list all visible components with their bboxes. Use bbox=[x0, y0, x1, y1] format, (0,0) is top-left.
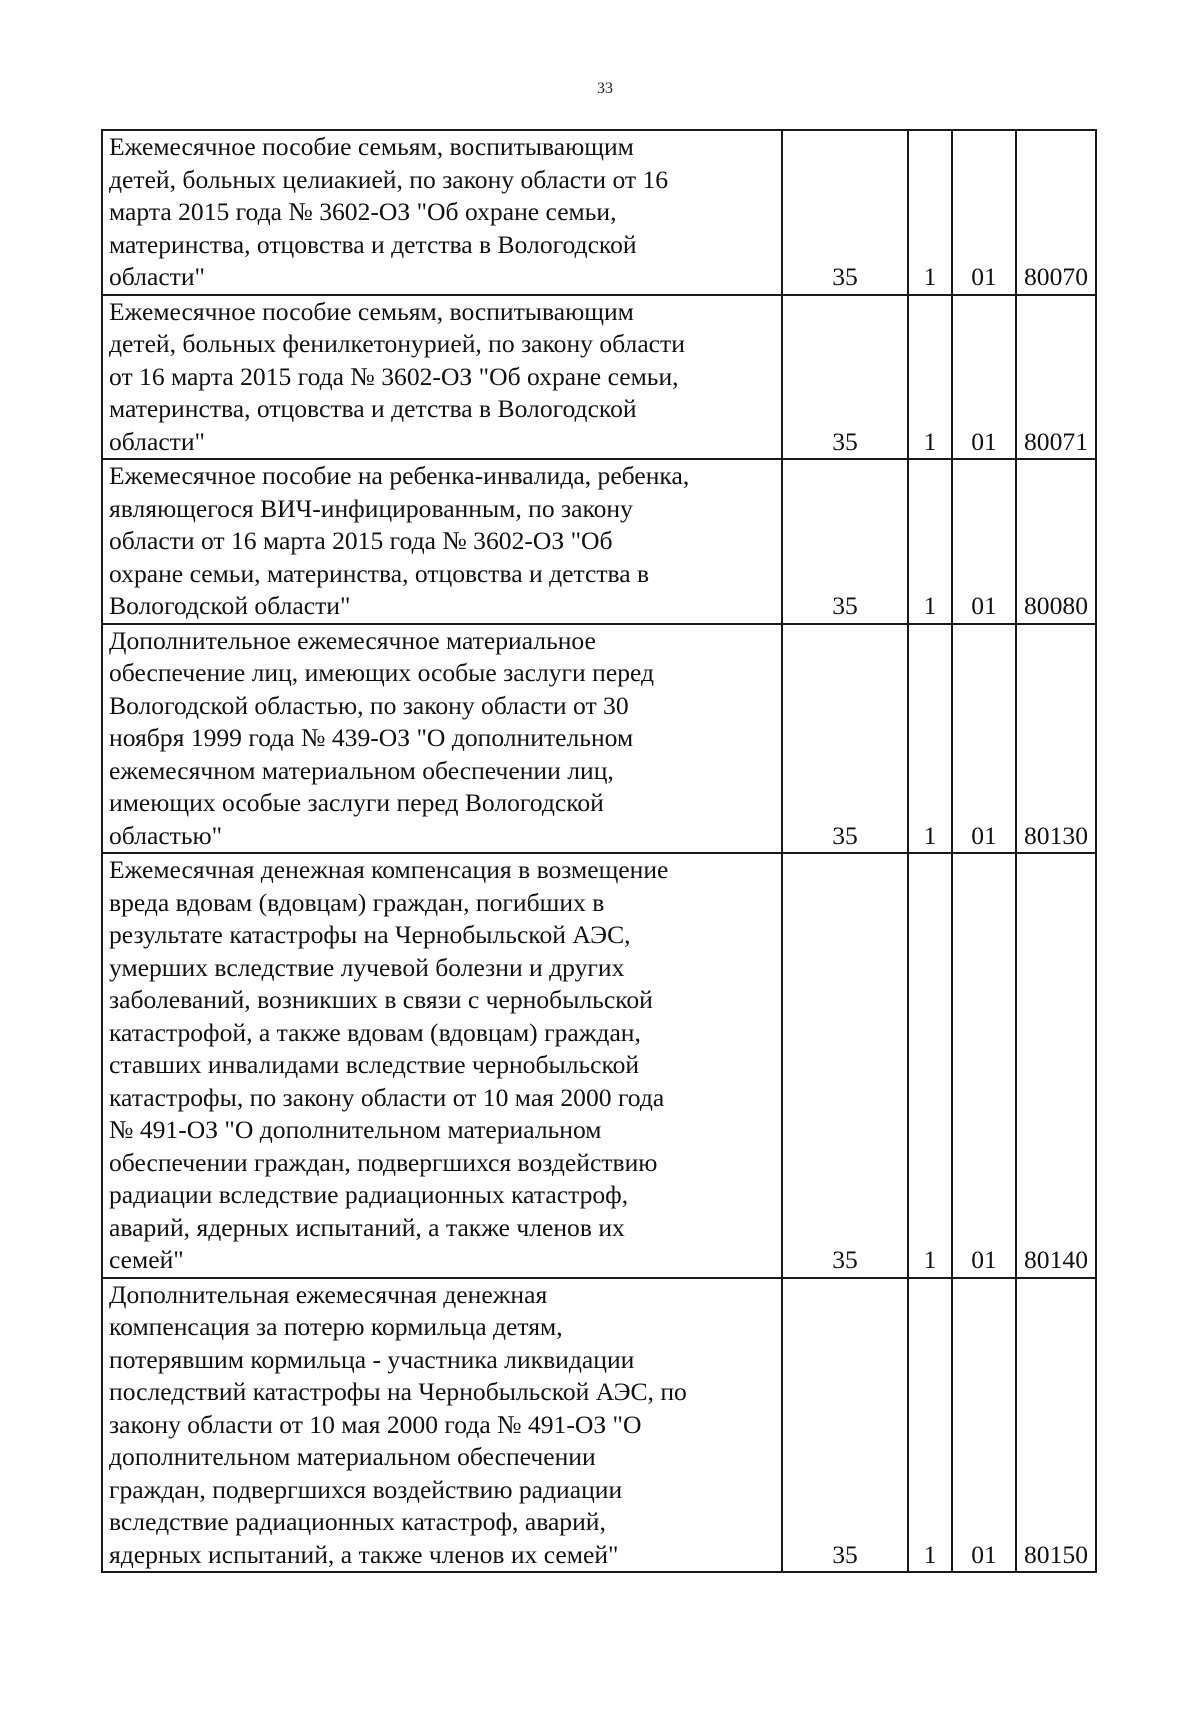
program-code: 35 bbox=[782, 624, 908, 854]
description-line: ежемесячном материальном обеспечении лиц, bbox=[109, 755, 614, 785]
description-line: потерявшим кормильца - участника ликвидации bbox=[109, 1344, 635, 1374]
program-code: 35 bbox=[782, 295, 908, 460]
description-line: материнства, отцовства и детства в Вологодской bbox=[109, 229, 637, 259]
description-line: Дополнительное ежемесячное материальное bbox=[109, 625, 596, 655]
subprogram-code: 1 bbox=[908, 624, 952, 854]
direction-code: 01 bbox=[952, 130, 1016, 295]
subprogram-code: 1 bbox=[908, 459, 952, 624]
description-line: последствий катастрофы на Чернобыльской АЭС, по bbox=[109, 1377, 687, 1406]
direction-code: 01 bbox=[952, 853, 1016, 1278]
description-line: обеспечение лиц, имеющих особые заслуги перед bbox=[109, 658, 655, 687]
expense-code: 80130 bbox=[1016, 624, 1096, 854]
description-line: № 491-ОЗ "О дополнительном материальном bbox=[109, 1115, 602, 1144]
description-line: материнства, отцовства и детства в Вологодской bbox=[109, 394, 637, 423]
program-code: 35 bbox=[782, 130, 908, 295]
row-description bbox=[102, 853, 782, 1278]
description-line: заболеваний, возникших в связи с чернобыльской bbox=[109, 985, 653, 1014]
row-description bbox=[102, 295, 782, 460]
table-row bbox=[102, 459, 1096, 624]
row-description bbox=[102, 624, 782, 854]
description-line: имеющих особые заслуги перед Вологодской bbox=[109, 788, 604, 817]
page-number: 33 bbox=[597, 80, 613, 97]
description-line: граждан, подвергшихся воздействию радиации bbox=[109, 1474, 623, 1504]
description-line: радиации вследствие радиационных катастроф, bbox=[109, 1180, 629, 1209]
direction-code: 01 bbox=[952, 624, 1016, 854]
budget-classification-table bbox=[101, 129, 1097, 1573]
description-line: катастрофой, а также вдовам (вдовцам) граждан, bbox=[109, 1017, 641, 1047]
description-line: Дополнительная ежемесячная денежная bbox=[109, 1279, 548, 1309]
description-line: умерших вследствие лучевой болезни и других bbox=[109, 952, 625, 982]
description-line: катастрофы, по закону области от 10 мая 2000 года bbox=[109, 1082, 665, 1112]
description-line: ноября 1999 года № 439-ОЗ "О дополнительном bbox=[109, 723, 634, 752]
table-row bbox=[102, 853, 1096, 1278]
subprogram-code: 1 bbox=[908, 1278, 952, 1573]
direction-code: 01 bbox=[952, 1278, 1016, 1573]
description-line: являющегося ВИЧ-инфицированным, по закону bbox=[109, 493, 633, 523]
description-line: ставших инвалидами вследствие чернобыльской bbox=[109, 1050, 640, 1079]
description-line: закону области от 10 мая 2000 года № 491-ОЗ "О bbox=[109, 1409, 642, 1439]
description-line: области" bbox=[109, 262, 206, 291]
description-line: от 16 марта 2015 года № 3602-ОЗ "Об охране семьи, bbox=[109, 361, 679, 391]
program-code: 35 bbox=[782, 853, 908, 1278]
description-line: марта 2015 года № 3602-ОЗ "Об охране семьи, bbox=[109, 197, 617, 226]
description-line: вреда вдовам (вдовцам) граждан, погибших в bbox=[109, 887, 605, 917]
description-line: обеспечении граждан, подвергшихся воздействию bbox=[109, 1147, 658, 1177]
table-body bbox=[102, 130, 1096, 1572]
row-description bbox=[102, 130, 782, 295]
description-line: охране семьи, материнства, отцовства и детства в bbox=[109, 558, 650, 588]
expense-code: 80070 bbox=[1016, 130, 1096, 295]
description-line: семей" bbox=[109, 1245, 184, 1274]
row-description bbox=[102, 459, 782, 624]
direction-code: 01 bbox=[952, 295, 1016, 460]
table-row bbox=[102, 295, 1096, 460]
description-line: компенсация за потерю кормильца детям, bbox=[109, 1312, 563, 1341]
expense-code: 80071 bbox=[1016, 295, 1096, 460]
description-line: Ежемесячное пособие на ребенка-инвалида, ребенка, bbox=[109, 461, 690, 490]
subprogram-code: 1 bbox=[908, 853, 952, 1278]
description-line: вследствие радиационных катастроф, аварий, bbox=[109, 1507, 606, 1536]
expense-code: 80080 bbox=[1016, 459, 1096, 624]
description-line: результате катастрофы на Чернобыльской АЭС, bbox=[109, 920, 631, 949]
description-line: области от 16 марта 2015 года № 3602-ОЗ "Об bbox=[109, 526, 613, 555]
description-line: дополнительном материальном обеспечении bbox=[109, 1442, 596, 1471]
direction-code: 01 bbox=[952, 459, 1016, 624]
description-line: ядерных испытаний, а также членов их семей" bbox=[109, 1539, 619, 1569]
table-row bbox=[102, 130, 1096, 295]
table-row bbox=[102, 1278, 1096, 1573]
table-row bbox=[102, 624, 1096, 854]
description-line: Ежемесячное пособие семьям, воспитывающим bbox=[109, 296, 634, 326]
description-line: областью" bbox=[109, 820, 223, 850]
description-line: Ежемесячное пособие семьям, воспитывающим bbox=[109, 132, 634, 161]
expense-code: 80150 bbox=[1016, 1278, 1096, 1573]
row-description bbox=[102, 1278, 782, 1573]
expense-code: 80140 bbox=[1016, 853, 1096, 1278]
description-line: детей, больных целиакией, по закону области от 16 bbox=[109, 164, 669, 194]
program-code: 35 bbox=[782, 1278, 908, 1573]
description-line: Вологодской области" bbox=[109, 591, 351, 620]
description-line: области" bbox=[109, 426, 206, 456]
description-line: детей, больных фенилкетонурией, по закону области bbox=[109, 329, 685, 358]
program-code: 35 bbox=[782, 459, 908, 624]
description-line: Вологодской областью, по закону области от 30 bbox=[109, 690, 629, 720]
description-line: аварий, ядерных испытаний, а также членов их bbox=[109, 1212, 625, 1242]
description-line: Ежемесячная денежная компенсация в возмещение bbox=[109, 855, 669, 884]
subprogram-code: 1 bbox=[908, 295, 952, 460]
subprogram-code: 1 bbox=[908, 130, 952, 295]
